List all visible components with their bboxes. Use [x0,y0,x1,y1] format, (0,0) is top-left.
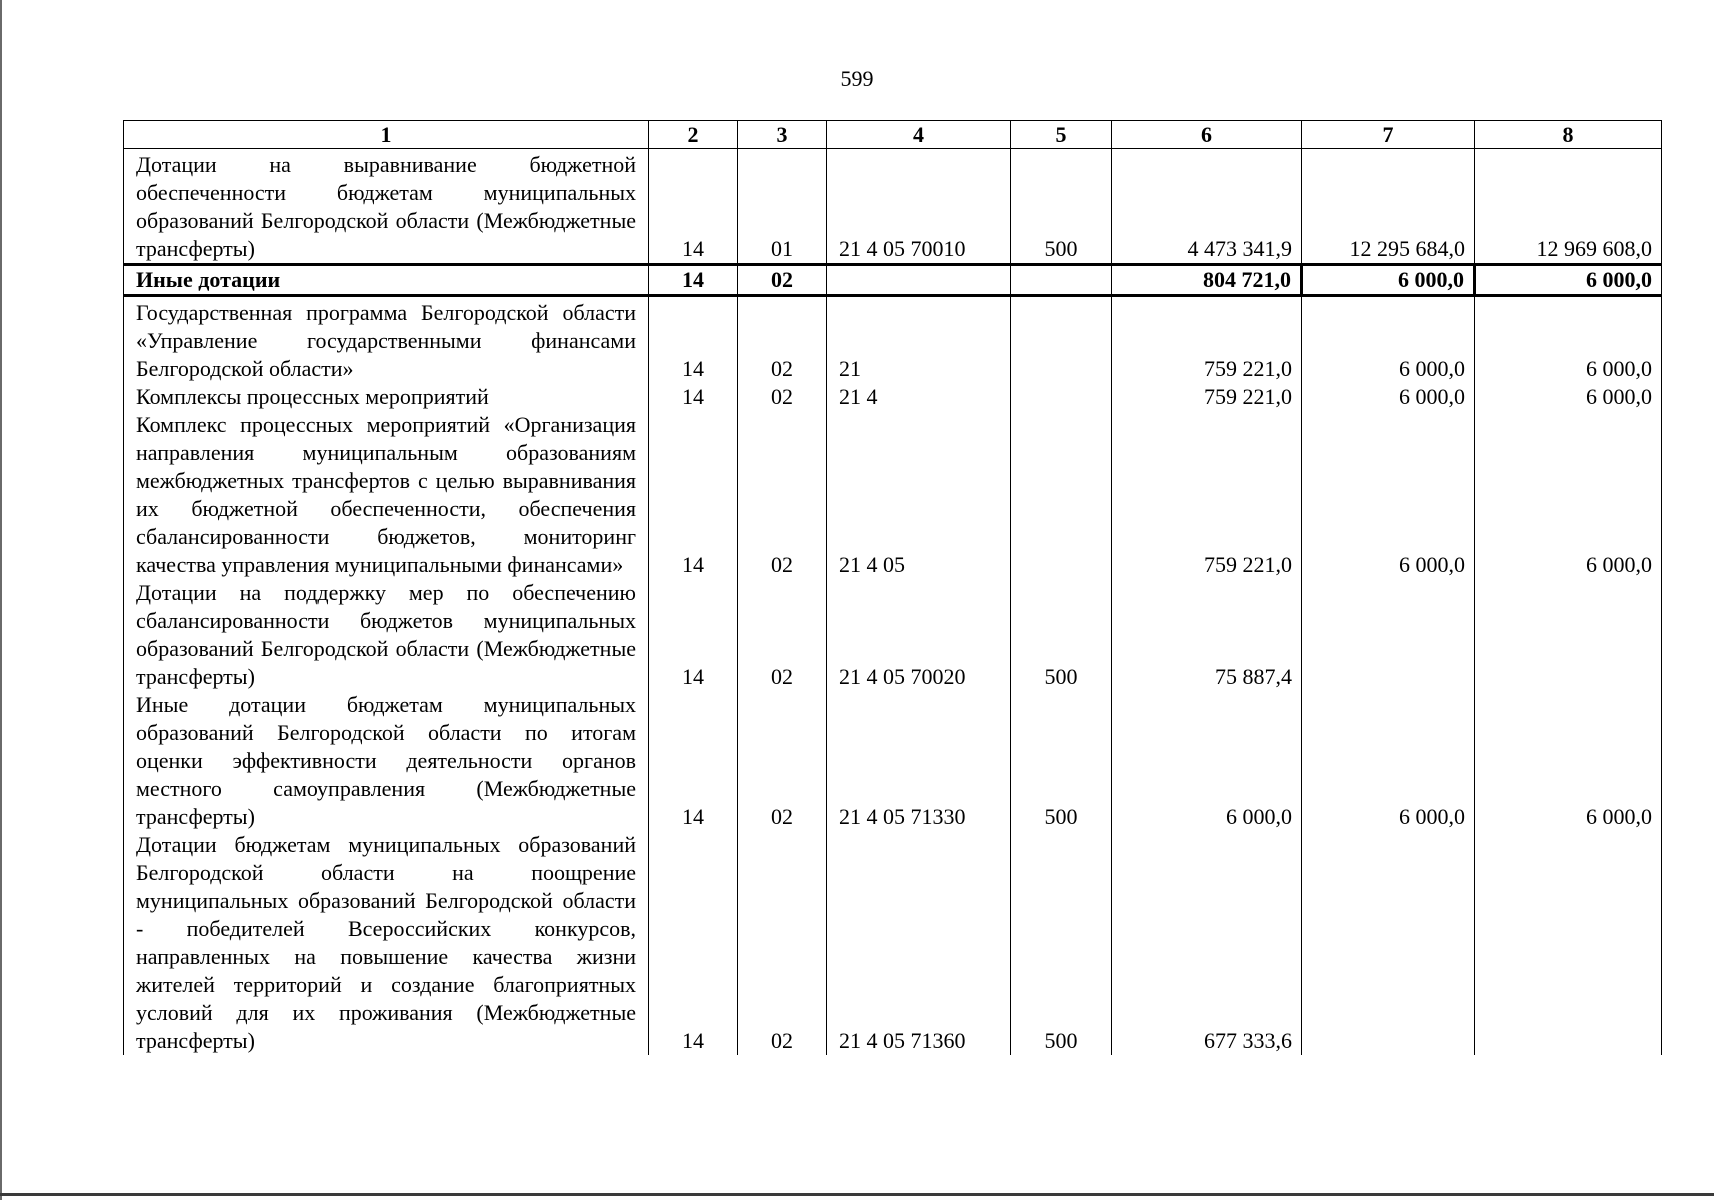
row-amount-7 [1302,831,1475,1055]
row-target-code: 21 4 05 70020 [827,579,1011,691]
table-row-total [124,265,1662,296]
row-target-code: 21 4 05 71360 [827,831,1011,1055]
table-row [124,383,1662,411]
row-subsection: 02 [738,265,827,296]
row-target-code: 21 4 [827,383,1011,411]
row-amount-8: 6 000,0 [1475,296,1662,384]
row-amount-7: 12 295 684,0 [1302,149,1475,265]
column-header-2: 2 [649,121,738,149]
row-target-code: 21 4 05 [827,411,1011,579]
row-section: 14 [649,149,738,265]
row-description: Иные дотации бюджетам муниципальных образований Белгородской области по итогам оценки эффективности деятельности органов местного самоуправления (Межбюджетные трансферты) [124,691,649,831]
table-row [124,296,1662,384]
scan-edge-bottom [0,1193,1714,1196]
row-subsection: 02 [738,579,827,691]
row-amount-8: 6 000,0 [1475,411,1662,579]
column-header-3: 3 [738,121,827,149]
row-amount-7: 6 000,0 [1302,265,1475,296]
row-section: 14 [649,579,738,691]
row-amount-8: 6 000,0 [1475,691,1662,831]
row-amount-6: 75 887,4 [1112,579,1302,691]
row-amount-8: 6 000,0 [1475,383,1662,411]
column-header-1: 1 [124,121,649,149]
row-amount-6: 759 221,0 [1112,411,1302,579]
row-expense-type: 500 [1011,691,1112,831]
row-amount-7: 6 000,0 [1302,411,1475,579]
table-row [124,831,1662,1055]
row-expense-type [1011,411,1112,579]
row-subsection: 02 [738,296,827,384]
row-expense-type: 500 [1011,149,1112,265]
row-section: 14 [649,296,738,384]
row-description: Дотации на поддержку мер по обеспечению сбалансированности бюджетов муниципальных образований Белгородской области (Межбюджетные трансферты) [124,579,649,691]
row-subsection: 02 [738,831,827,1055]
row-amount-7: 6 000,0 [1302,296,1475,384]
row-expense-type [1011,383,1112,411]
table-row [124,691,1662,831]
row-description: Государственная программа Белгородской области «Управление государственными финансами Белгородской области» [124,296,649,384]
table-row [124,149,1662,265]
row-amount-8 [1475,579,1662,691]
row-description: Иные дотации [124,265,649,296]
row-description: Дотации бюджетам муниципальных образований Белгородской области на поощрение муниципальных образований Белгородской области - победителей Всероссийских конкурсов, направленных на повышение качества жизни жителей территорий и создание благоприятных условий для их проживания (Межбюджетные трансферты) [124,831,649,1055]
row-section: 14 [649,265,738,296]
row-amount-6: 759 221,0 [1112,296,1302,384]
row-amount-7: 6 000,0 [1302,383,1475,411]
row-subsection: 02 [738,411,827,579]
row-description: Комплекс процессных мероприятий «Организация направления муниципальным образованиям межбюджетных трансфертов с целью выравнивания их бюджетной обеспеченности, обеспечения сбалансированности бюджетов, мониторинг качества управления муниципальными финансами» [124,411,649,579]
column-header-5: 5 [1011,121,1112,149]
row-expense-type: 500 [1011,831,1112,1055]
row-amount-6: 804 721,0 [1112,265,1302,296]
header-row [124,121,1662,149]
row-amount-8: 6 000,0 [1475,265,1662,296]
table-row [124,579,1662,691]
row-expense-type [1011,265,1112,296]
row-expense-type [1011,296,1112,384]
column-header-6: 6 [1112,121,1302,149]
row-subsection: 02 [738,691,827,831]
row-target-code: 21 [827,296,1011,384]
table-row [124,411,1662,579]
row-target-code: 21 4 05 71330 [827,691,1011,831]
row-target-code [827,265,1011,296]
row-target-code: 21 4 05 70010 [827,149,1011,265]
row-amount-6: 677 333,6 [1112,831,1302,1055]
row-description: Комплексы процессных мероприятий [124,383,649,411]
row-section: 14 [649,691,738,831]
scan-edge-left [0,0,2,1200]
row-description: Дотации на выравнивание бюджетной обеспеченности бюджетам муниципальных образований Белгородской области (Межбюджетные трансферты) [124,149,649,265]
column-header-4: 4 [827,121,1011,149]
column-header-8: 8 [1475,121,1662,149]
budget-table [123,120,1662,1055]
row-subsection: 02 [738,383,827,411]
row-amount-7: 6 000,0 [1302,691,1475,831]
row-amount-6: 759 221,0 [1112,383,1302,411]
page-number: 599 [840,66,874,91]
row-amount-8: 12 969 608,0 [1475,149,1662,265]
row-amount-7 [1302,579,1475,691]
row-expense-type: 500 [1011,579,1112,691]
row-amount-6: 6 000,0 [1112,691,1302,831]
column-header-7: 7 [1302,121,1475,149]
row-amount-8 [1475,831,1662,1055]
row-section: 14 [649,831,738,1055]
row-section: 14 [649,383,738,411]
row-section: 14 [649,411,738,579]
row-amount-6: 4 473 341,9 [1112,149,1302,265]
row-subsection: 01 [738,149,827,265]
